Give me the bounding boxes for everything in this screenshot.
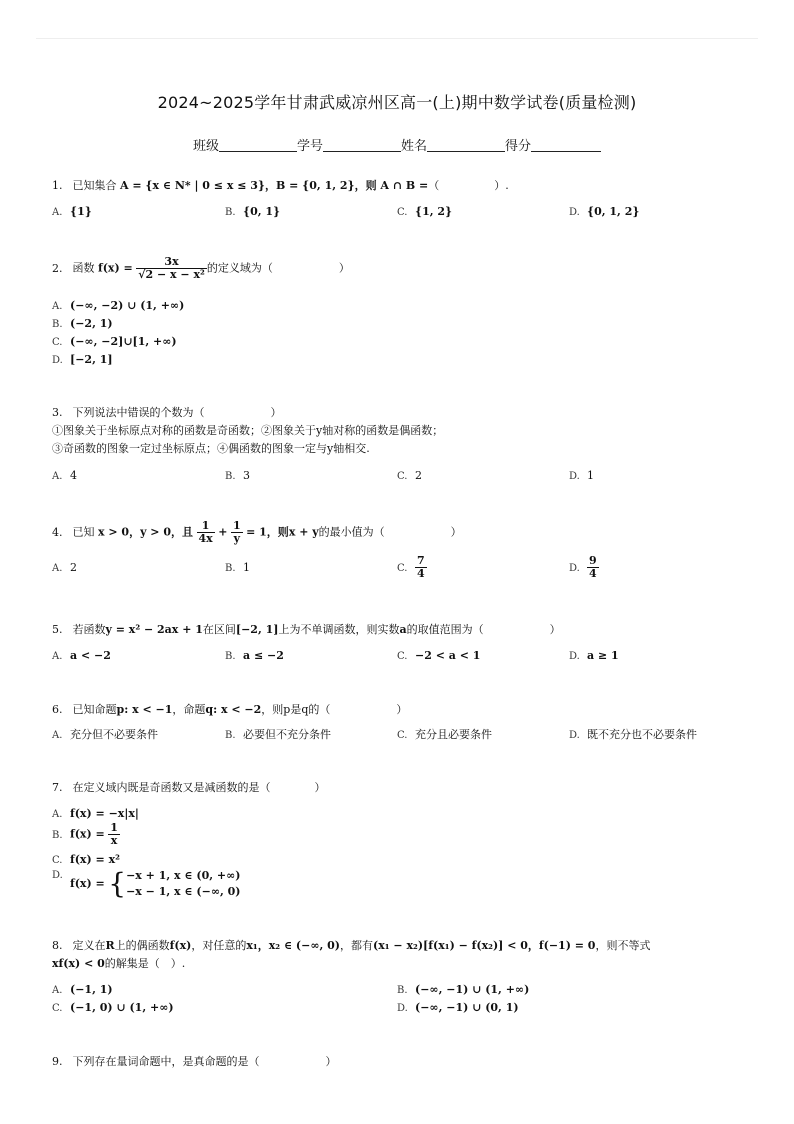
class-label: 班级 <box>192 139 219 154</box>
name-label: 姓名 <box>401 139 428 154</box>
q4-option-b[interactable]: B. 1 <box>225 561 250 574</box>
q7-option-c[interactable]: C. f(x) = x² <box>52 853 120 866</box>
q7-option-b[interactable]: B. f(x) = $\frac{1}{x}$ <box>52 821 118 847</box>
question-6: 6. 已知命题p: x < −1，命题q: x < −2，则p是q的（ ） <box>52 703 408 716</box>
q6-option-d[interactable]: D. 既不充分也不必要条件 <box>569 728 697 741</box>
q4-option-d[interactable]: D. $\frac{9}{4}$ <box>569 554 597 580</box>
header-rule <box>36 38 758 39</box>
number-blank[interactable] <box>323 139 401 152</box>
q1-option-c[interactable]: C. {1, 2} <box>397 205 453 218</box>
question-4: 4. 已知 x > 0，y > 0，且 $\frac{1}{4x}$ + $\frac{1}{y}$ = 1，则x + y的最小值为（ ） <box>52 519 462 545</box>
q8-line-2: xf(x) < 0的解集是（ ）. <box>52 957 186 970</box>
q6-option-c[interactable]: C. 充分且必要条件 <box>397 728 492 741</box>
page-title: 2024~2025学年甘肃武威凉州区高一(上)期中数学试卷(质量检测) <box>157 93 637 112</box>
q4-option-c[interactable]: C. $\frac{7}{4}$ <box>397 554 425 580</box>
q8-option-c[interactable]: C. (−1, 0) ∪ (1, +∞) <box>52 1001 174 1014</box>
score-blank[interactable] <box>531 139 601 152</box>
q8-option-a[interactable]: A. (−1, 1) <box>52 983 113 996</box>
q8-option-b[interactable]: B. (−∞, −1) ∪ (1, +∞) <box>397 983 530 996</box>
q2-option-a[interactable]: A. (−∞, −2) ∪ (1, +∞) <box>52 299 185 312</box>
q2-fraction: $\frac{3x}{\text{√2 − x − x²}}$ <box>138 255 205 281</box>
q5-option-c[interactable]: C. −2 < a < 1 <box>397 649 481 662</box>
q1-option-a[interactable]: A. {1} <box>52 205 92 218</box>
class-blank[interactable] <box>219 139 297 152</box>
q3-option-c[interactable]: C. 2 <box>397 469 422 482</box>
q8-option-d[interactable]: D. (−∞, −1) ∪ (0, 1) <box>397 1001 519 1014</box>
q3-option-d[interactable]: D. 1 <box>569 469 594 482</box>
student-info-line <box>0 135 794 154</box>
q5-option-b[interactable]: B. a ≤ −2 <box>225 649 284 662</box>
q2-option-b[interactable]: B. (−2, 1) <box>52 317 113 330</box>
q6-option-b[interactable]: B. 必要但不充分条件 <box>225 728 331 741</box>
question-5: 5. 若函数y = x² − 2ax + 1在区间[−2, 1]上为不单调函数，则实数a的取值范围为（ ） <box>52 623 561 636</box>
question-7: 7. 在定义域内既是奇函数又是减函数的是（ ） <box>52 781 326 794</box>
question-8: 8. 定义在R上的偶函数f(x)，对任意的x₁，x₂ ∈ (−∞, 0)，都有(x₁ − x₂)[f(x₁) − f(x₂)] < 0，f(−1) = 0，则不等式 <box>52 939 651 952</box>
q2-option-d[interactable]: D. [−2, 1] <box>52 353 113 366</box>
q7-option-a[interactable]: A. f(x) = −x|x| <box>52 807 139 820</box>
q5-option-a[interactable]: A. a < −2 <box>52 649 111 662</box>
q3-statement-line-1: ①图象关于坐标原点对称的函数是奇函数；②图象关于y轴对称的函数是偶函数； <box>52 424 444 437</box>
score-label: 得分 <box>505 139 532 154</box>
q5-option-d[interactable]: D. a ≥ 1 <box>569 649 619 662</box>
question-2: 2. 函数 f(x) = $\frac{3x}{\text{√2 − x − x²}}$ 的定义域为（ ） <box>52 255 350 281</box>
number-label: 学号 <box>296 139 323 154</box>
q3-option-a[interactable]: A. 4 <box>52 469 77 482</box>
question-9: 9. 下列存在量词命题中，是真命题的是（ ） <box>52 1055 337 1068</box>
question-1: 1. 已知集合 A = {x ∈ N* | 0 ≤ x ≤ 3}，B = {0, 1, 2}，则 A ∩ B =（ ）. <box>52 179 509 192</box>
q2-option-c[interactable]: C. (−∞, −2]∪[1, +∞) <box>52 335 177 348</box>
q3-statement-line-2: ③奇函数的图象一定过坐标原点；④偶函数的图象一定与y轴相交. <box>52 442 370 455</box>
q3-option-b[interactable]: B. 3 <box>225 469 250 482</box>
q7-option-d[interactable]: D.f(x) = { −x + 1, x ∈ (0, +∞) −x − 1, x ∈ (−∞, 0) <box>52 867 241 900</box>
q6-option-a[interactable]: A. 充分但不必要条件 <box>52 728 158 741</box>
q1-option-d[interactable]: D. {0, 1, 2} <box>569 205 640 218</box>
q1-option-b[interactable]: B. {0, 1} <box>225 205 281 218</box>
name-blank[interactable] <box>427 139 505 152</box>
q4-option-a[interactable]: A. 2 <box>52 561 77 574</box>
question-3: 3. 下列说法中错误的个数为（ ） <box>52 406 282 419</box>
